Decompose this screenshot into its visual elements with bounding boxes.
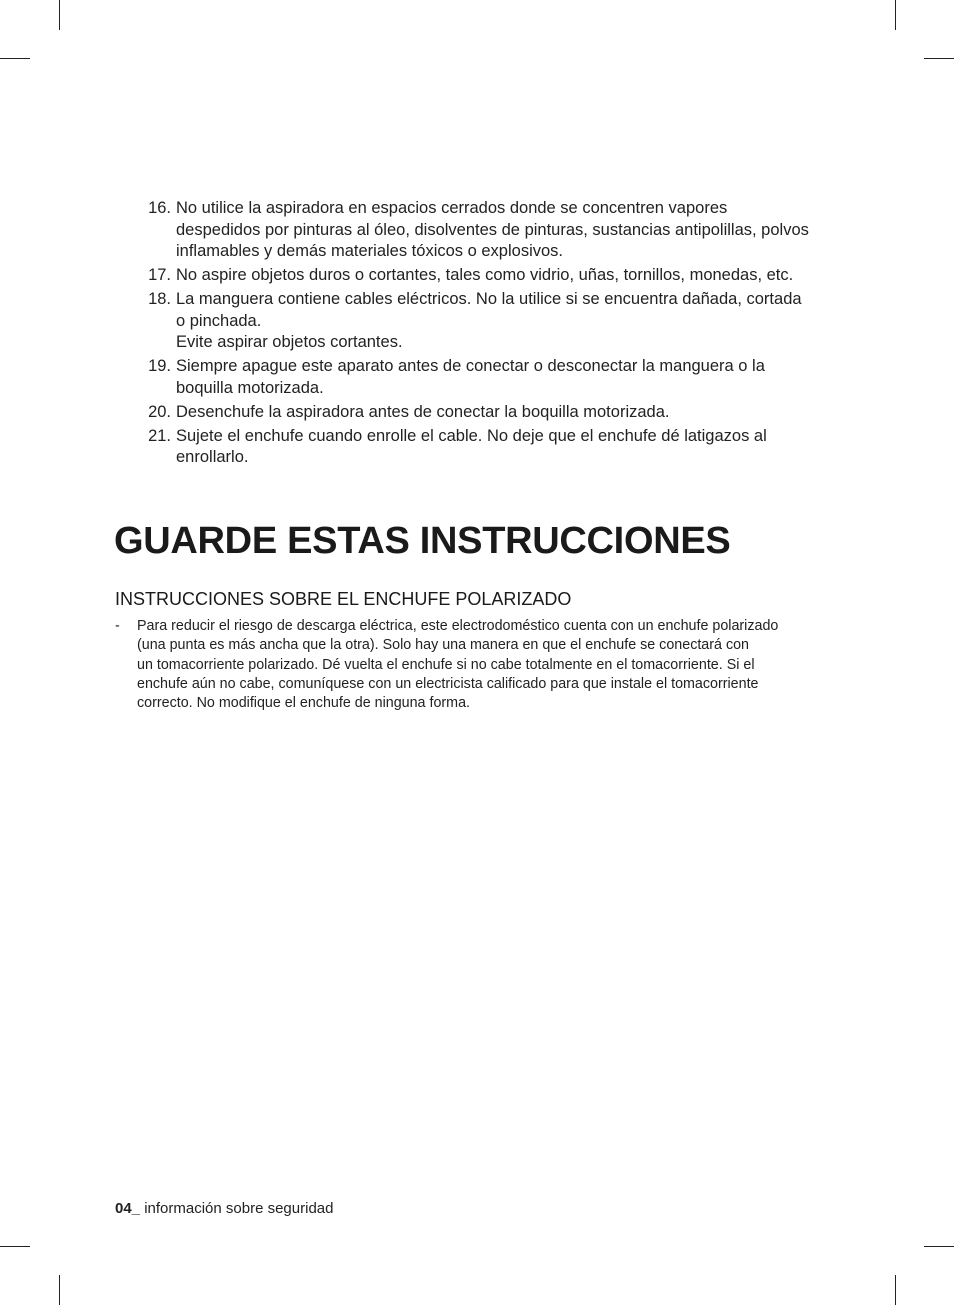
item-number: 21. [148,426,171,445]
list-item [139,265,844,287]
list-item [139,289,844,354]
polarized-plug-note [115,617,840,713]
item-number: 20. [148,402,171,421]
list-item [139,402,844,424]
footer-section: información sobre seguridad [144,1200,334,1217]
item-text: Sujete el enchufe cuando enrolle el cable. No deje que el enchufe dé latigazos al enrollarlo. [176,426,767,466]
note-bullet: - [115,618,120,634]
note-text: Para reducir el riesgo de descarga eléctrica, este electrodoméstico cuenta con un enchufe polarizado (una punta es más ancha que la otra). Solo hay una manera en que el enchufe se conectará con un tomacorriente polarizado. Dé vuelta el enchufe si no cabe totalmente en el tomacorriente. Si el enchufe aún no cabe, comuníquese con un electricista calificado para que instale el tomacorriente correcto. No modifique el enchufe de ninguna forma. [137,618,779,712]
list-item [139,356,844,399]
item-text: La manguera contiene cables eléctricos. No la utilice si se encuentra dañada, cortada o pinchada. Evite aspirar objetos cortantes. [176,290,802,351]
item-number: 16. [148,199,171,217]
item-number: 18. [148,290,171,308]
item-text: Siempre apague este aparato antes de conectar o desconectar la manguera o la boquilla motorizada. [176,357,765,397]
crop-mark-top-left-vertical [59,0,60,30]
item-text: No utilice la aspiradora en espacios cerrados donde se concentren vapores despedidos por pinturas al óleo, disolventes de pinturas, sustancias antipolillas, polvos inflamables y demás materiales tóxicos o explosivos. [176,199,809,260]
crop-mark-bottom-right-vertical [895,1275,896,1305]
item-text: Desenchufe la aspiradora antes de conectar la boquilla motorizada. [176,402,670,421]
crop-mark-bottom-left-vertical [59,1275,60,1305]
item-number: 19. [148,357,171,375]
page-title: GUARDE ESTAS INSTRUCCIONES [114,520,731,562]
safety-instructions-list [139,198,844,471]
section-title: INSTRUCCIONES SOBRE EL ENCHUFE POLARIZADO [115,589,572,609]
item-text: No aspire objetos duros o cortantes, tales como vidrio, uñas, tornillos, monedas, etc. [176,266,794,284]
crop-mark-top-left-horizontal [0,58,30,59]
crop-mark-top-right-vertical [895,0,896,30]
crop-mark-top-right-horizontal [924,58,954,59]
page-number: 04_ [115,1200,141,1217]
item-number: 17. [148,266,171,284]
list-item [139,198,844,263]
page-footer [115,1200,333,1217]
list-item [139,426,844,469]
crop-mark-bottom-left-horizontal [0,1246,30,1247]
crop-mark-bottom-right-horizontal [924,1246,954,1247]
